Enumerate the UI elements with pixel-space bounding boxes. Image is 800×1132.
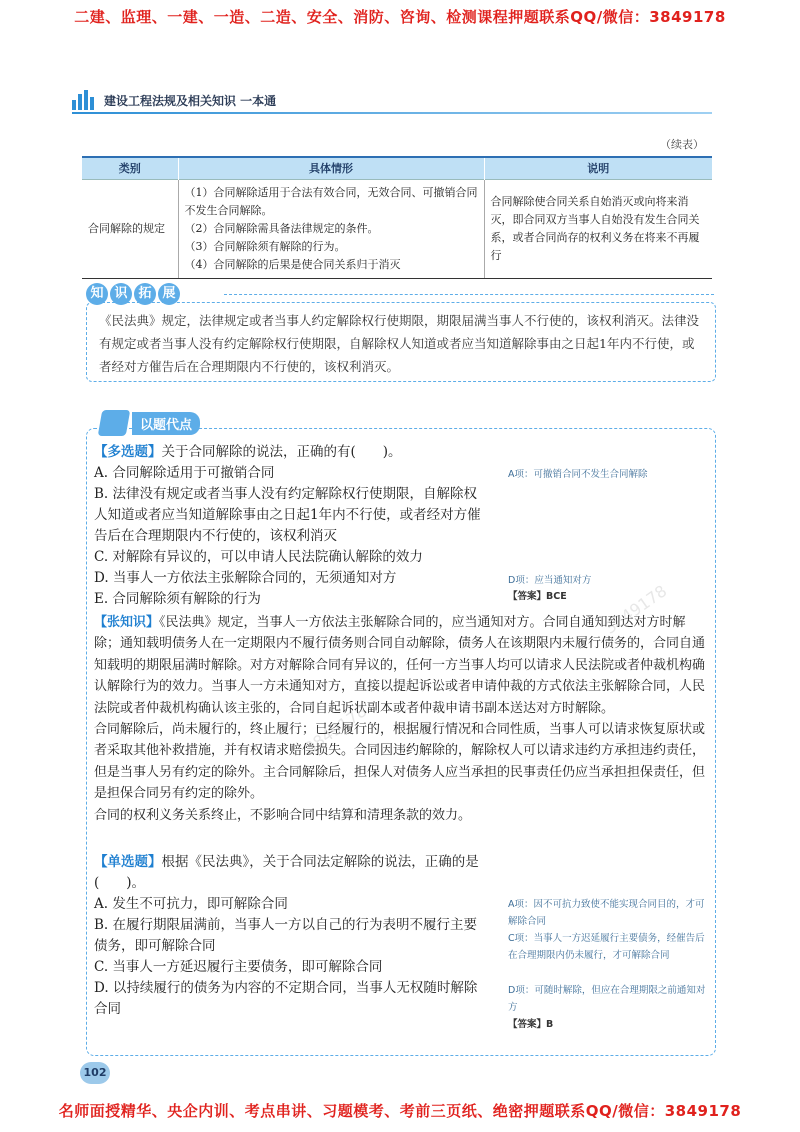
- exam-section-label: 以题代点: [132, 412, 200, 435]
- option-b: B. 法律没有规定或者当事人没有约定解除权行使期限，自解除权人知道或者应当知道解除事由之日起1年内不行使，或者经对方催告后在合理期限内不行使的，该权利消灭: [94, 486, 481, 544]
- option-c: C. 当事人一方延迟履行主要债务，即可解除合同: [94, 959, 383, 975]
- table-continued-label: （续表）: [660, 138, 704, 151]
- notebook-icon: [98, 410, 131, 436]
- bottom-ad-banner: 名师面授精华、央企内训、考点串讲、习题模考、考前三页纸、绝密押题联系QQ/微信：3849178: [58, 1102, 742, 1120]
- knowledge-para-3: 合同的权利义务关系终止，不影响合同中结算和清理条款的效力。: [94, 807, 472, 823]
- table-row: [82, 179, 712, 278]
- option-a: A. 发生不可抗力，即可解除合同: [94, 896, 288, 912]
- q1-answer-wrap: [508, 588, 708, 605]
- question-single: [94, 852, 482, 1020]
- title-char: 展: [158, 283, 180, 305]
- q1-side-note-d: D项：应当通知对方: [508, 575, 592, 586]
- question-stem: 根据《民法典》，关于合同法定解除的说法，正确的是( )。: [94, 854, 479, 891]
- table-header-note: 说明: [484, 157, 712, 179]
- top-ad-banner: 二建、监理、一建、一造、二造、安全、消防、咨询、检测课程押题联系QQ/微信：3849178: [74, 8, 726, 26]
- q2-answer: 【答案】B: [508, 1019, 554, 1030]
- table-cell-category: 合同解除的规定: [82, 179, 178, 278]
- table-header-details: 具体情形: [178, 157, 484, 179]
- running-header: [72, 88, 712, 114]
- question-tag: 【单选题】: [94, 854, 162, 870]
- option-b: B. 在履行期限届满前，当事人一方以自己的行为表明不履行主要债务，即可解除合同: [94, 917, 478, 954]
- question-stem: 关于合同解除的说法，正确的有( )。: [161, 444, 402, 460]
- knowledge-para-1: 《民法典》规定，当事人一方依法主张解除合同的，应当通知对方。合同自通知到达对方时解除；通知载明债务人在一定期限内不履行债务则合同自动解除，债务人在该期限内未履行债务的，合同自通知载明的期限届满时解除。对方对解除合同有异议的，任何一方当事人均可以请求人民法院或者仲裁机构确认解除行为的效力。当事人一方未通知对方，直接以提起诉讼或者申请仲裁的方式依法主张解除合同，人民法院或者仲裁机构确认该主张的，合同自起诉状副本或者仲裁申请书副本送达对方时解除。: [94, 615, 706, 716]
- option-d: D. 当事人一方依法主张解除合同的，无须通知对方: [94, 570, 397, 586]
- q2-side-note-a: A项：因不可抗力致使不能实现合同目的，才可解除合同: [508, 899, 705, 927]
- contract-termination-table: [82, 156, 712, 279]
- title-char: 知: [86, 283, 108, 305]
- knowledge-tag: 【张知识】: [94, 615, 160, 630]
- knowledge-ext-box: 《民法典》规定，法律规定或者当事人约定解除权行使期限，期限届满当事人不行使的，该权利消灭。法律没有规定或者当事人没有约定解除权行使期限，自解除权人知道或者应当知道解除事由之日起1年内不行使，或者经对方催告后在合理期限内不行使的，该权利消灭。: [86, 302, 716, 382]
- detail-item: （2）合同解除需具备法律规定的条件。: [184, 221, 379, 235]
- option-c: C. 对解除有异议的，可以申请人民法院确认解除的效力: [94, 549, 423, 565]
- book-logo-icon: [72, 90, 98, 110]
- q2-answer-wrap: [508, 1016, 708, 1033]
- watermark: 3849178: [600, 581, 671, 638]
- page-number: 102: [80, 1062, 110, 1084]
- table-cell-note: 合同解除使合同关系自始消灭或向将来消灭，即合同双方当事人自始没有发生合同关系，或者合同尚存的权利义务在将来不再履行: [484, 179, 712, 278]
- divider: [224, 294, 714, 295]
- book-title: 建设工程法规及相关知识 一本通: [104, 94, 277, 108]
- q1-side-note-a: A项：可撤销合同不发生合同解除: [508, 469, 648, 480]
- table-cell-details: [178, 179, 484, 278]
- option-e: E. 合同解除须有解除的行为: [94, 591, 261, 607]
- q2-side-note-d: D项：可随时解除，但应在合理期限之前通知对方: [508, 985, 706, 1013]
- q2-side-note-c: C项：当事人一方迟延履行主要债务，经催告后在合理期限内仍未履行，才可解除合同: [508, 933, 705, 961]
- detail-item: （3）合同解除须有解除的行为。: [184, 239, 346, 253]
- option-d: D. 以持续履行的债务为内容的不定期合同，当事人无权随时解除合同: [94, 980, 478, 1017]
- watermark: 3849178: [300, 701, 371, 758]
- option-a: A. 合同解除适用于可撤销合同: [94, 465, 275, 481]
- title-char: 拓: [134, 283, 156, 305]
- detail-item: （1）合同解除适用于合法有效合同，无效合同、可撤销合同不发生合同解除。: [184, 185, 478, 217]
- knowledge-para-2: 合同解除后，尚未履行的，终止履行；已经履行的，根据履行情况和合同性质，当事人可以请求恢复原状或者采取其他补救措施，并有权请求赔偿损失。合同因违约解除的，解除权人可以请求违约方承担违约责任，但是当事人另有约定的除外。主合同解除后，担保人对债务人应当承担的民事责任仍应当承担担保责任，但是担保合同另有约定的除外。: [94, 722, 706, 802]
- title-char: 识: [110, 283, 132, 305]
- detail-item: （4）合同解除的后果是使合同关系归于消灭: [184, 257, 401, 271]
- table-header-category: 类别: [82, 157, 178, 179]
- knowledge-block: [94, 612, 706, 826]
- exam-section-badge: [100, 410, 210, 436]
- q1-answer: 【答案】BCE: [508, 591, 567, 602]
- question-multi: [94, 442, 490, 610]
- question-tag: 【多选题】: [94, 444, 162, 460]
- header-rule: [72, 112, 712, 114]
